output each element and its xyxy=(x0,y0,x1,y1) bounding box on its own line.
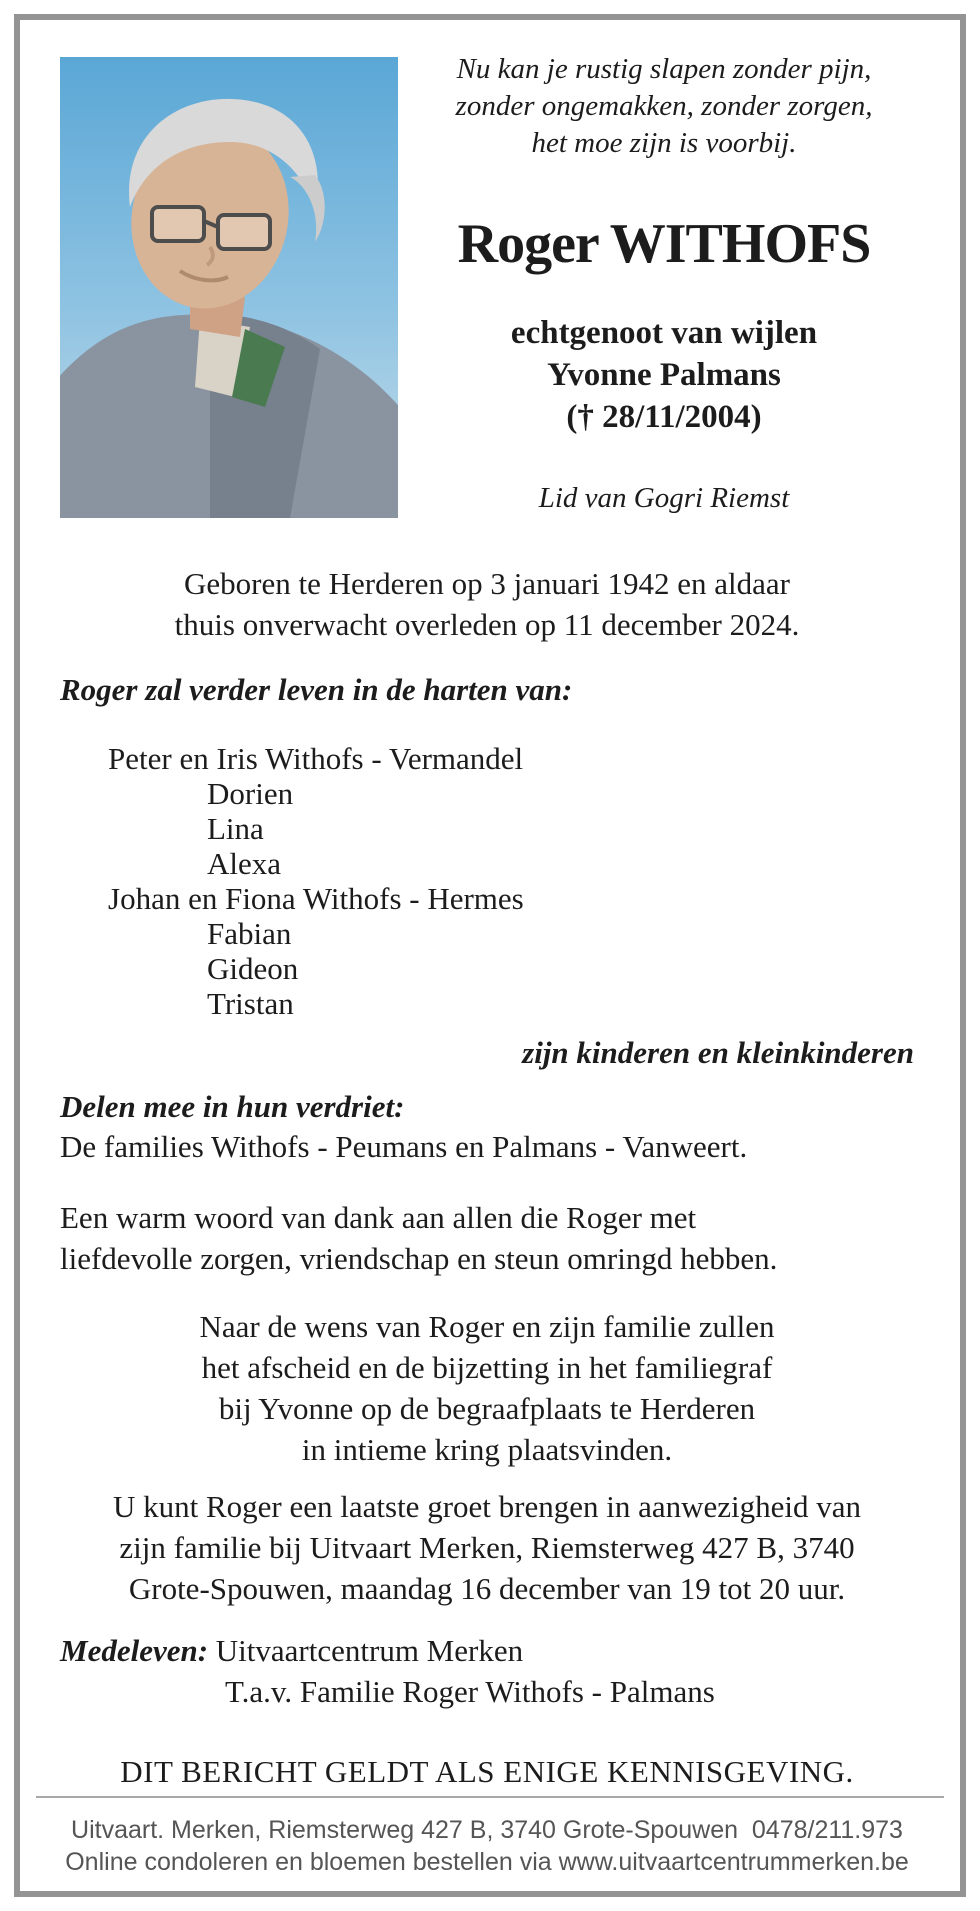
thanks-line: Een warm woord van dank aan allen die Roger met xyxy=(60,1200,697,1235)
header xyxy=(60,53,914,518)
wish-line: Naar de wens van Roger en zijn familie zullen xyxy=(199,1309,775,1344)
wish-line: bij Yvonne op de begraafplaats te Herderen xyxy=(218,1391,756,1426)
wish-paragraph xyxy=(60,1306,914,1470)
footer-website-line: Online condoleren en bloemen bestellen via www.uitvaartcentrummerken.be xyxy=(65,1848,909,1876)
birth-line: thuis onverwacht overleden op 11 december 2024. xyxy=(174,607,800,642)
spouse-death-date: († 28/11/2004) xyxy=(566,399,762,435)
family-member: Gideon xyxy=(207,951,299,986)
poem-line: zonder ongemakken, zonder zorgen, xyxy=(455,90,873,122)
condolence-line xyxy=(60,1630,914,1671)
condolence-label: Medeleven: xyxy=(60,1633,209,1668)
thanks-paragraph xyxy=(60,1197,914,1279)
family-heading: Roger zal verder leven in de harten van: xyxy=(60,672,573,707)
birth-line: Geboren te Herderen op 3 januari 1942 en aldaar xyxy=(184,566,790,601)
final-notice: DIT BERICHT GELDT ALS ENIGE KENNISGEVING. xyxy=(120,1754,854,1789)
grief-text: De families Withofs - Peumans en Palmans - Vanweert. xyxy=(60,1129,748,1164)
condolence-recipient: Uitvaartcentrum Merken xyxy=(215,1633,524,1668)
family-closing: zijn kinderen en kleinkinderen xyxy=(522,1035,914,1070)
greeting-paragraph xyxy=(60,1486,914,1609)
footer xyxy=(60,1814,914,1878)
membership-line: Lid van Gogri Riemst xyxy=(538,482,790,514)
condolence-address xyxy=(60,1630,914,1712)
poem-line: het moe zijn is voorbij. xyxy=(531,127,797,159)
header-text-column xyxy=(398,53,914,515)
deceased-name: Roger WITHOFS xyxy=(457,213,871,275)
family-member: Johan en Fiona Withofs - Hermes xyxy=(108,881,524,916)
wish-line: het afscheid en de bijzetting in het familiegraf xyxy=(201,1350,773,1385)
footer-contact-line: Uitvaart. Merken, Riemsterweg 427 B, 3740 Grote-Spouwen 0478/211.973 xyxy=(71,1816,903,1844)
opening-poem xyxy=(414,51,914,162)
spouse-block xyxy=(414,312,914,438)
birth-death-statement xyxy=(60,563,914,645)
wish-line: in intieme kring plaatsvinden. xyxy=(301,1432,673,1467)
poem-line: Nu kan je rustig slapen zonder pijn, xyxy=(456,53,872,85)
family-member: Alexa xyxy=(207,846,282,881)
grief-heading: Delen mee in hun verdriet: xyxy=(60,1089,405,1124)
family-member: Fabian xyxy=(207,916,292,951)
spouse-line: echtgenoot van wijlen xyxy=(510,315,818,351)
greeting-line: zijn familie bij Uitvaart Merken, Riemsterweg 427 B, 3740 xyxy=(119,1530,855,1565)
family-member: Dorien xyxy=(207,776,294,811)
thanks-line: liefdevolle zorgen, vriendschap en steun omringd hebben. xyxy=(60,1241,778,1276)
family-member: Lina xyxy=(207,811,264,846)
family-member: Peter en Iris Withofs - Vermandel xyxy=(108,741,524,776)
condolence-line: T.a.v. Familie Roger Withofs - Palmans xyxy=(225,1674,715,1709)
family-member: Tristan xyxy=(207,986,294,1021)
family-list xyxy=(60,741,914,1021)
greeting-line: Grote-Spouwen, maandag 16 december van 19 tot 20 uur. xyxy=(128,1571,846,1606)
greeting-line: U kunt Roger een laatste groet brengen in aanwezigheid van xyxy=(112,1489,862,1524)
portrait-photo xyxy=(60,57,398,518)
footer-divider xyxy=(36,1796,944,1798)
spouse-name: Yvonne Palmans xyxy=(547,357,781,393)
grief-section xyxy=(60,1087,914,1167)
